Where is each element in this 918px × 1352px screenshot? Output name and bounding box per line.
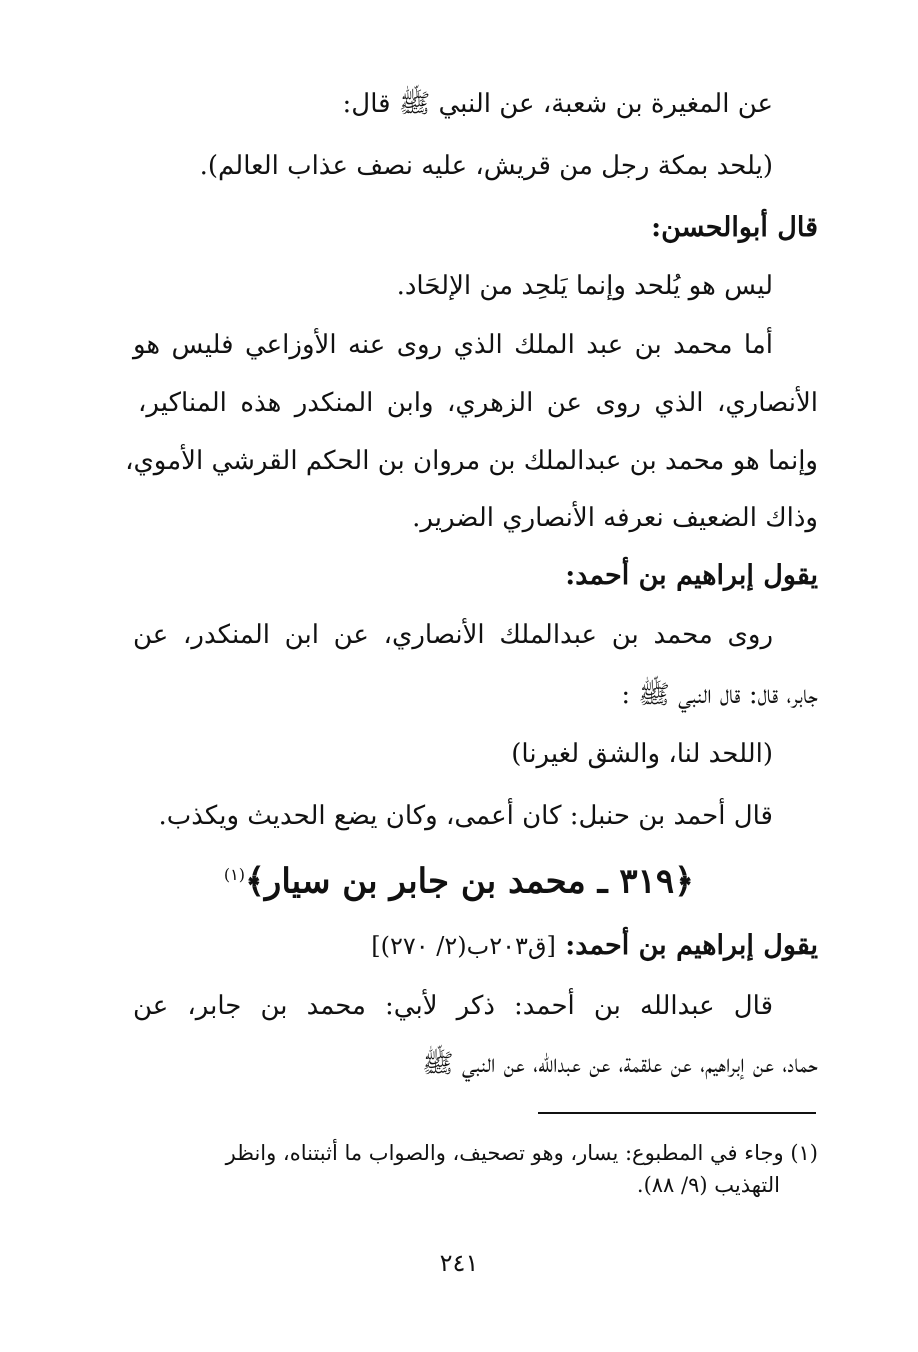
- text-line: الأنصاري، الذي روى عن الزهري، وابن المنكدر هذه المناكير،: [138, 388, 818, 418]
- text-line: وذاك الضعيف نعرفه الأنصاري الضرير.: [412, 503, 818, 533]
- text-line: ليس هو يُلحد وإنما يَلحِد من الإلحَاد.: [396, 271, 773, 301]
- text-line: وإنما هو محمد بن عبدالملك بن مروان بن الحكم القرشي الأموي،: [125, 446, 818, 476]
- heading: يقول إبراهيم بن أحمد:: [565, 560, 818, 591]
- footnote-line: التهذيب (٩/ ٨٨).: [636, 1173, 780, 1197]
- heading: يقول إبراهيم بن أحمد:: [565, 930, 818, 961]
- section-title-text: ﴿٣١٩ ـ محمد بن جابر بن سيار﴾: [244, 861, 695, 902]
- footnote-marker: (١): [223, 865, 245, 884]
- text-line: حماد، عن إبراهيم، عن علقمة، عن عبدالله، عن النبي ﷺ: [422, 1049, 818, 1079]
- text-line: (اللحد لنا، والشق لغيرنا): [511, 739, 773, 769]
- footnote-line: (١) وجاء في المطبوع: يسار، وهو تصحيف، والصواب ما أثبتناه، وانظر: [225, 1141, 818, 1165]
- text-line: أما محمد بن عبد الملك الذي روى عنه الأوزاعي فليس هو: [133, 330, 773, 360]
- page-number: ٢٤١: [439, 1249, 479, 1277]
- section-title: [0, 853, 918, 903]
- text-line: قال أحمد بن حنبل: كان أعمى، وكان يضع الحديث ويكذب.: [158, 801, 773, 831]
- manuscript-ref: [ق٢٠٣ب(٢/ ٢٧٠)]: [371, 932, 556, 960]
- footnote-divider: [538, 1112, 816, 1114]
- text-line: قال عبدالله بن أحمد: ذكر لأبي: محمد بن جابر، عن: [133, 991, 773, 1021]
- text-line: جابر، قال: قال النبي ﷺ :: [621, 680, 818, 710]
- text-line: عن المغيرة بن شعبة، عن النبي ﷺ قال:: [342, 89, 773, 119]
- text-line: (يلحد بمكة رجل من قريش، عليه نصف عذاب العالم).: [199, 151, 773, 181]
- heading-with-ref: [138, 928, 818, 964]
- text-line: روى محمد بن عبدالملك الأنصاري، عن ابن المنكدر، عن: [133, 620, 773, 650]
- heading: قال أبوالحسن:: [651, 212, 818, 243]
